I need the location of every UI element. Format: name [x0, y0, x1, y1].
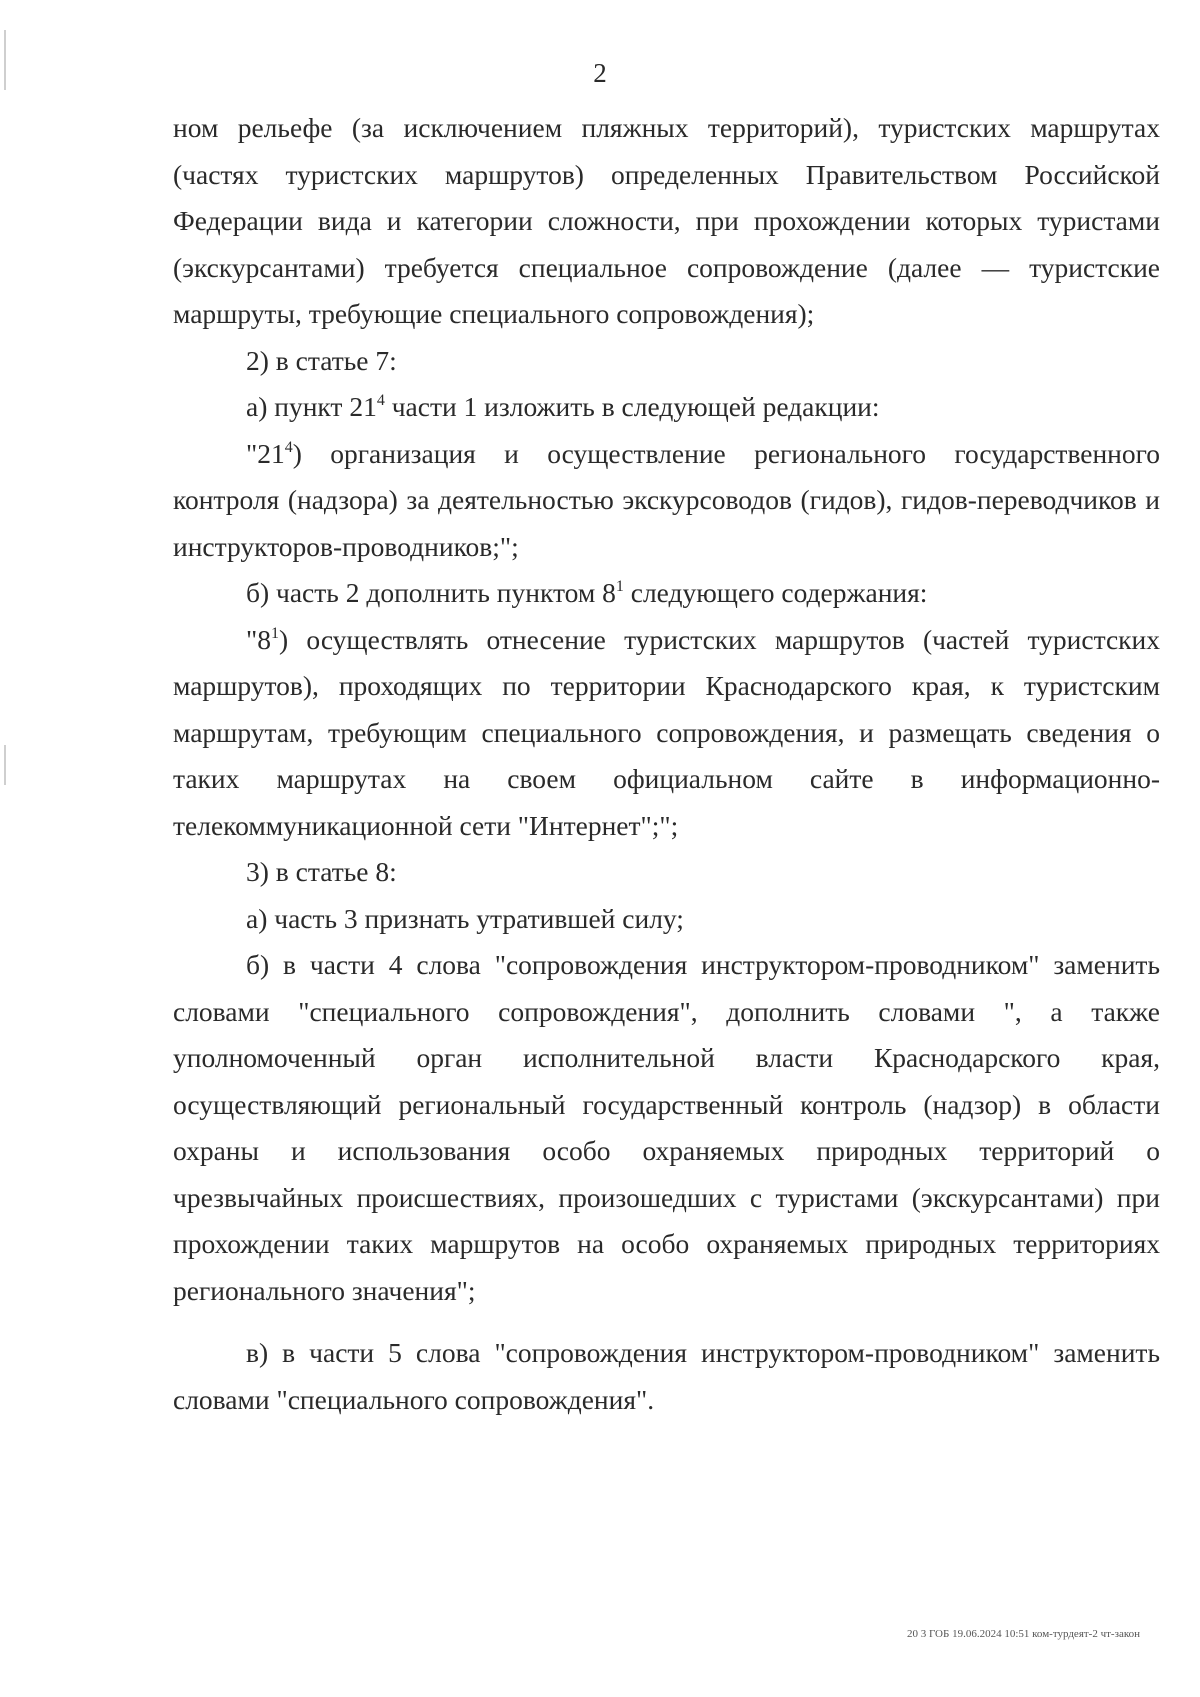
page-number: 2: [593, 58, 607, 88]
superscript: 1: [270, 624, 279, 642]
paragraph-text: а) часть 3 признать утратившей силу;: [246, 902, 684, 934]
paragraph-text: б) часть 2 дополнить пунктом 8: [246, 577, 616, 608]
paragraph-text: ) осуществлять отнесение туристских маршрутов (частей туристских маршрутов), проходящих по территории Краснодарского края, к туристским маршрутам, требующим специального сопровождения, и размещать сведения о таких маршрутах на своем официальном сайте в информационно-телекоммуникационной сети "Интернет";";: [173, 623, 1160, 841]
paragraph-text: 2) в статье 7:: [246, 344, 397, 376]
paragraph-p9: [173, 942, 1160, 1314]
paragraph-p3: [173, 384, 1160, 431]
paragraph-text: 3) в статье 8:: [246, 856, 397, 887]
superscript: 4: [284, 438, 293, 456]
superscript: 1: [615, 578, 624, 595]
paragraph-p1: [173, 105, 1160, 338]
document-body: [173, 105, 1160, 1423]
paragraph-text: следующего содержания:: [623, 577, 928, 608]
paragraph-text: части 1 изложить в следующей редакции:: [384, 391, 880, 422]
document-footer-code: 20 3 ГОБ 19.06.2024 10:51 ком-турдеят-2 чт-закон: [906, 1628, 1140, 1640]
paragraph-text: ном рельефе (за исключением пляжных территорий), туристских маршрутах (частях туристских маршрутов) определенных Правительством Российской Федерации вида и категории сложности, при прохождении которых туристами (экскурсантами) требуется специальное сопровождение (далее — туристские маршруты, требующие специального сопровождения);: [173, 112, 1160, 329]
superscript: 4: [376, 392, 385, 409]
paragraph-text: "21: [246, 437, 285, 469]
scan-edge-mark: [4, 745, 6, 785]
paragraph-p5: [173, 570, 1160, 617]
paragraph-p2: [173, 338, 1160, 385]
paragraph-p10: [173, 1330, 1160, 1423]
paragraph-text: в) в части 5 слова "сопровождения инструктором-проводником" заменить словами "специального сопровождения".: [173, 1337, 1160, 1415]
paragraph-text: а) пункт 21: [246, 391, 377, 422]
paragraph-text: ) организация и осуществление регионального государственного контроля (надзора) за деятельностью экскурсоводов (гидов), гидов-переводчиков и инструкторов-проводников;";: [173, 437, 1160, 562]
paragraph-p7: [173, 849, 1160, 896]
paragraph-p4: [173, 431, 1160, 571]
paragraph-p8: [173, 896, 1160, 943]
paragraph-p6: [173, 617, 1160, 850]
paragraph-text: б) в части 4 слова "сопровождения инструктором-проводником" заменить словами "специального сопровождения", дополнить словами ", а также уполномоченный орган исполнительной власти Краснодарского края, осуществляющий региональный государственный контроль (надзор) в области охраны и использования особо охраняемых природных территорий о чрезвычайных происшествиях, произошедших с туристами (экскурсантами) при прохождении таких маршрутов на особо охраняемых природных территориях регионального значения";: [173, 949, 1160, 1306]
paragraph-text: "8: [246, 623, 271, 655]
